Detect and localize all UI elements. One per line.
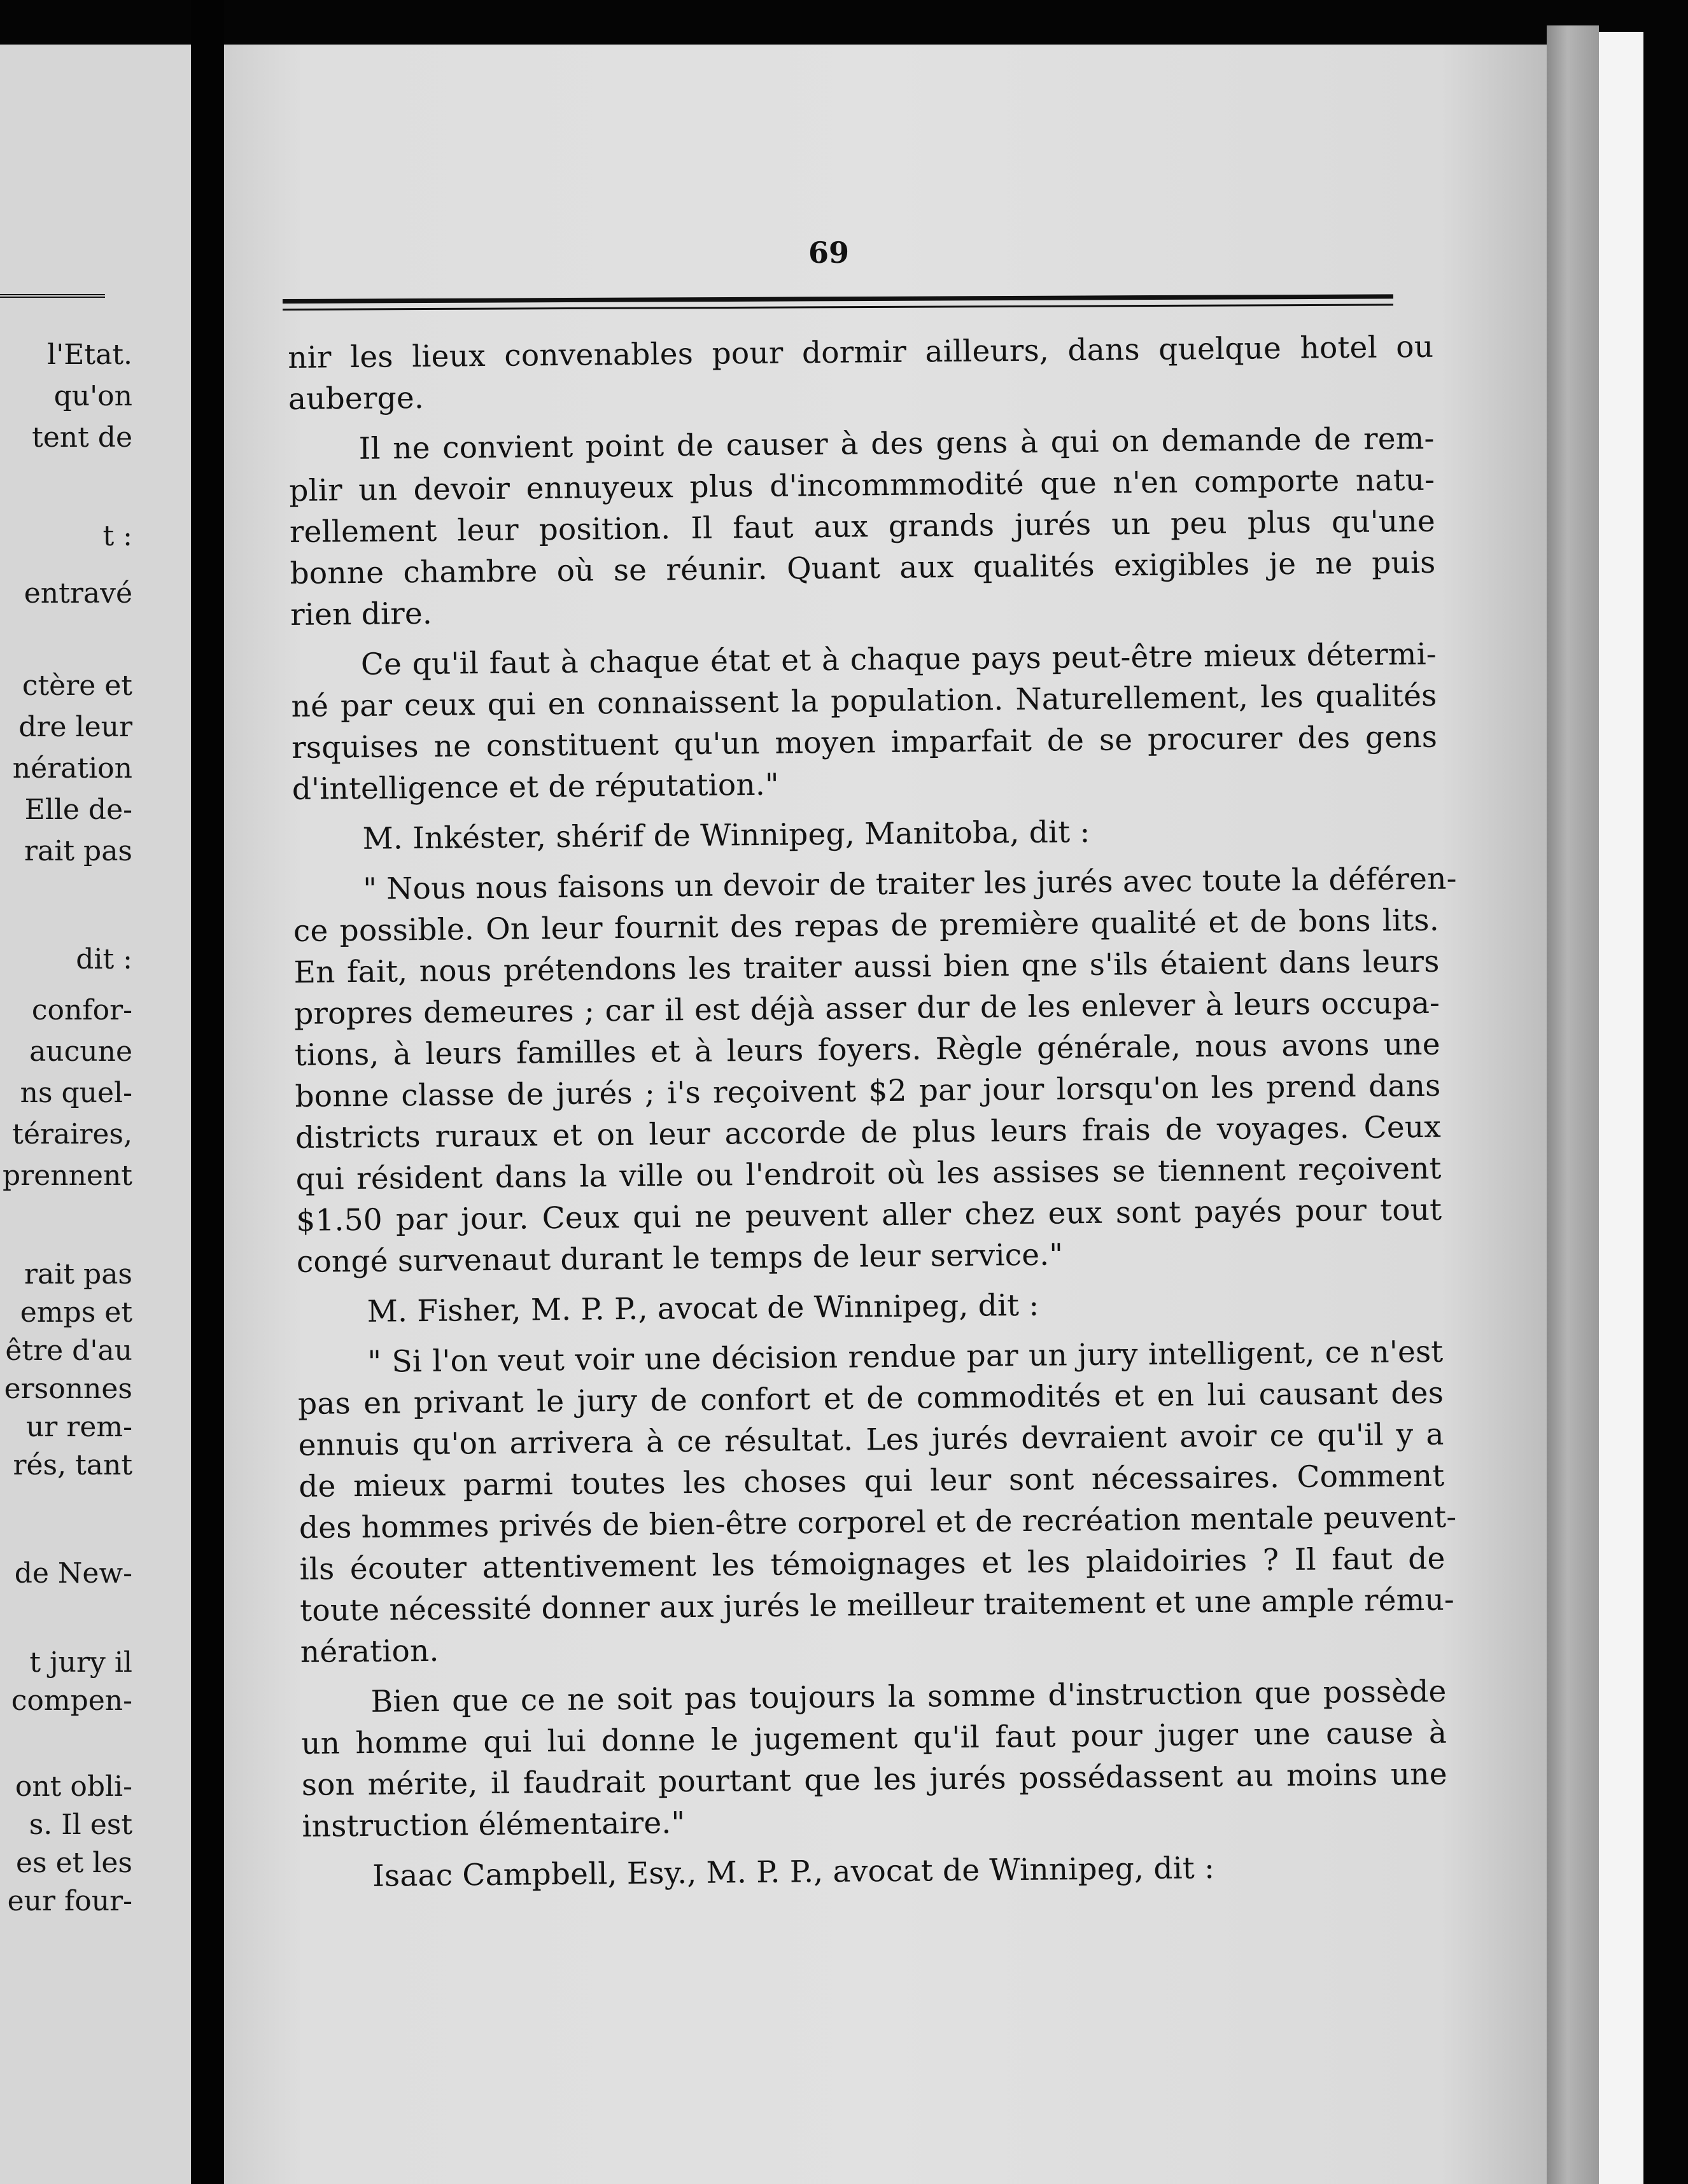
text-line: rsquises ne constituent qu'un moyen imparfait de se procurer des gens (291, 719, 1438, 766)
text-line: rellement leur position. Il faut aux grands jurés un peu plus qu'une (289, 503, 1436, 550)
left-page-line: emps et (20, 1296, 132, 1329)
left-page-line: dit : (76, 943, 132, 976)
left-page-line: t jury il (29, 1646, 132, 1679)
left-page-line: es et les (15, 1847, 132, 1879)
left-page-line: aucune (29, 1035, 132, 1068)
left-page-line: qu'on (53, 380, 132, 412)
left-page-line: compen- (11, 1684, 132, 1717)
left-page-line: de New- (14, 1557, 132, 1590)
text-line: de mieux parmi toutes les choses qui leur sont nécessaires. Comment (299, 1458, 1445, 1504)
left-page-line: entravé (24, 577, 132, 610)
left-page-line: s. Il est (29, 1809, 132, 1841)
left-page-line: téraires, (12, 1118, 132, 1151)
left-page-line: nération (12, 752, 132, 785)
left-page-line: ersonnes (4, 1373, 132, 1405)
text-line: ce possible. On leur fournit des repas de première qualité et de bons lits. (293, 902, 1440, 949)
left-page-line: tent de (32, 421, 132, 454)
text-line: né par ceux qui en connaissent la population. Naturellement, les qualités (291, 678, 1437, 724)
main-page (224, 45, 1547, 2184)
left-page-line: être d'au (5, 1334, 132, 1367)
text-line: congé survenaut durant le temps de leur service." (296, 1237, 1064, 1280)
text-line: nération. (300, 1633, 439, 1670)
text-line: Ce qu'il faut à chaque état et à chaque pays peut-être mieux détermi- (360, 636, 1437, 682)
text-line: districts ruraux et on leur accorde de plus leurs frais de voyages. Ceux (295, 1109, 1442, 1156)
text-line: instruction élémentaire." (302, 1805, 686, 1844)
text-line: " Nous nous faisons un devoir de traiter les jurés avec toute la déféren- (363, 861, 1457, 907)
left-page-line: eur four- (7, 1885, 132, 1917)
text-line: bonne classe de jurés ; i's reçoivent $2 par jour lorsqu'on les prend dans (295, 1068, 1441, 1114)
left-page-line: ns quel- (20, 1077, 132, 1109)
left-header-rule (0, 294, 105, 303)
page-number: 69 (808, 235, 849, 270)
text-line: rien dire. (290, 596, 433, 633)
left-page-line: ur rem- (25, 1411, 132, 1443)
header-rule (283, 294, 1393, 311)
paper-edge (1599, 32, 1643, 2184)
page-body-text (288, 326, 1457, 1898)
left-page-line: confor- (31, 994, 132, 1026)
text-line: propres demeures ; car il est déjà asser dur de les enlever à leurs occupa- (293, 985, 1440, 1032)
left-page-line: t : (102, 520, 132, 552)
text-line: " Si l'on veut voir une décision rendue par un jury intelligent, ce n'est (367, 1334, 1444, 1380)
text-line: des hommes privés de bien-être corporel et de recréation mentale peuvent- (299, 1499, 1457, 1546)
text-line: un homme qui lui donne le jugement qu'il faut pour juger une cause à (300, 1715, 1447, 1761)
text-line: En fait, nous prétendons les traiter aussi bien qne s'ils étaient dans leurs (293, 944, 1440, 990)
text-line: auberge. (288, 380, 425, 417)
text-line: d'intelligence et de réputation." (292, 767, 780, 807)
speaker-attribution: M. Fisher, M. P. P., avocat de Winnipeg, dit : (367, 1287, 1039, 1329)
text-line: Il ne convient point de causer à des gens à qui on demande de rem- (358, 421, 1435, 466)
left-page-line: ctère et (22, 669, 132, 702)
text-line: Bien que ce ne soit pas toujours la somme d'instruction que possède (370, 1674, 1447, 1719)
text-line: qui résident dans la ville ou l'endroit où les assises se tiennent reçoivent (295, 1151, 1442, 1197)
text-line: $1.50 par jour. Ceux qui ne peuvent aller chez eux sont payés pour tout (296, 1192, 1442, 1238)
left-page-line: prennent (3, 1159, 132, 1192)
left-page-line: rait pas (24, 1258, 132, 1291)
left-page-line: rait pas (24, 835, 132, 867)
left-page-line: ont obli- (15, 1770, 132, 1803)
left-page-line: l'Etat. (47, 339, 132, 371)
text-line: ils écouter attentivement les témoignages et les plaidoiries ? Il faut de (299, 1541, 1445, 1587)
text-line: ennuis qu'on arrivera à ce résultat. Les jurés devraient avoir ce qu'il y a (298, 1417, 1444, 1463)
page-edge-shadow (1547, 25, 1599, 2184)
left-page-line: rés, tant (13, 1449, 132, 1481)
text-line: pas en privant le jury de confort et de commodités et en lui causant des (297, 1375, 1444, 1422)
text-line: nir les lieux convenables pour dormir ailleurs, dans quelque hotel ou (288, 329, 1434, 375)
left-page-line: dre leur (18, 711, 132, 743)
text-line: bonne chambre où se réunir. Quant aux qualités exigibles je ne puis (290, 545, 1436, 591)
text-line: tions, à leurs familles et à leurs foyers. Règle générale, nous avons une (294, 1026, 1441, 1073)
text-line: son mérite, il faudrait pourtant que les jurés possédassent au moins une (301, 1756, 1448, 1803)
speaker-attribution: Isaac Campbell, Esy., M. P. P., avocat de Winnipeg, dit : (372, 1851, 1215, 1894)
text-line: toute nécessité donner aux jurés le meilleur traitement et une ample rému- (299, 1582, 1455, 1628)
book-gutter (191, 0, 224, 2184)
text-line: plir un devoir ennuyeux plus d'incommmodité que n'en comporte natu- (289, 462, 1435, 508)
speaker-attribution: M. Inkéster, shérif de Winnipeg, Manitoba, dit : (362, 814, 1090, 857)
left-facing-page (0, 45, 191, 2184)
left-page-line: Elle de- (24, 794, 132, 826)
